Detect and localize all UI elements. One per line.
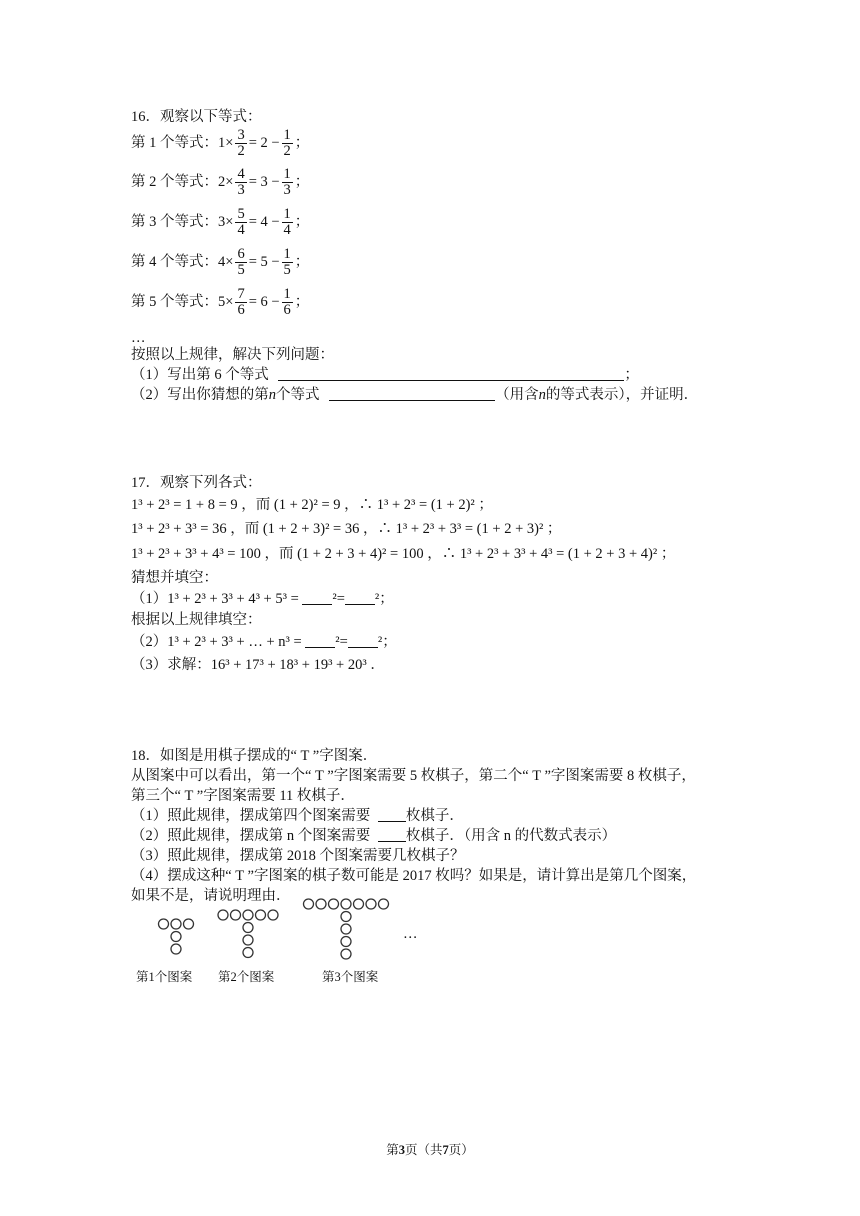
q18-part1 [131, 807, 464, 825]
fraction-numerator: 5 [237, 206, 245, 223]
fraction [282, 128, 293, 159]
equation-label: 第 2 个等式： [131, 174, 218, 190]
chess-piece [231, 910, 241, 920]
equation-label: 第 1 个等式： [131, 135, 218, 151]
figure-label-2: 第2个图案 [218, 970, 275, 984]
fraction [235, 247, 246, 278]
q16-part2-text-b: 个等式 [276, 387, 320, 403]
fraction [282, 207, 293, 238]
chess-piece [184, 919, 194, 929]
chess-piece [256, 910, 266, 920]
q18-part4-line2: 如果不是，请说明理由． [131, 888, 291, 904]
q18-part2-end: 枚棋子．（用含 n 的代数式表示） [405, 828, 617, 844]
q16-part2-var-n: n [268, 387, 276, 403]
fraction-denominator: 2 [237, 143, 245, 160]
q16-part2-text-e: 的等式表示），并证明． [545, 387, 699, 403]
q16-part2-text-a: （2）写出你猜想的第 [131, 387, 269, 403]
chess-piece [243, 923, 253, 933]
equation-middle: = 2 − [248, 135, 280, 151]
figure-ellipsis: … [403, 926, 418, 942]
q16-part1-end: ； [624, 367, 639, 383]
chess-piece [354, 899, 364, 909]
q16-rule-line: 按照以上规律，解决下列问题： [131, 347, 334, 363]
q17-part2-blank-a[interactable] [305, 633, 335, 648]
q16-part2-var-n2: n [538, 387, 546, 403]
equation-middle: = 6 − [248, 294, 280, 310]
chess-piece [366, 899, 376, 909]
chess-piece [379, 899, 389, 909]
q17-heading: 17．观察下列各式： [131, 475, 262, 491]
equation-middle: = 5 − [248, 254, 280, 270]
equation-end: ； [294, 254, 310, 270]
figure-label-1: 第1个图案 [136, 970, 193, 984]
footer-post: 页） [448, 1143, 474, 1157]
q17-line2: 1³ + 2³ + 3³ = 36 ，而 (1 + 2 + 3)² = 36 ，∴ 1³ + 2³ + 3³ = (1 + 2 + 3)² ； [131, 521, 562, 537]
q17-part2-sq-a: ² [335, 634, 340, 650]
q17-part1-end: ； [379, 591, 394, 607]
q18-part1-blank[interactable] [378, 807, 406, 822]
fraction-denominator: 4 [283, 222, 291, 239]
q18-part1-text: （1）照此规律，摆成第四个图案需要 [131, 808, 371, 824]
chess-piece [243, 935, 253, 945]
q18-part2-blank[interactable] [378, 827, 406, 842]
q18-line1: 从图案中可以看出，第一个“ T ”字图案需要 5 枚棋子，第二个“ T ”字图案需要 8 枚棋子， [131, 768, 696, 784]
q18-heading: 18．如图是用棋子摆成的“ T ”字图案． [131, 748, 378, 764]
chess-piece [341, 949, 351, 959]
equation-label: 第 3 个等式： [131, 214, 218, 230]
equation-middle: = 3 − [248, 174, 280, 190]
footer-mid: 页（共 [404, 1143, 443, 1157]
equation-end: ； [294, 135, 310, 151]
q17-part3: （3）求解：16³ + 17³ + 18³ + 19³ + 20³ ． [131, 657, 385, 673]
q16-ellipsis: … [131, 330, 146, 346]
q16-part1-blank[interactable] [278, 366, 624, 381]
q17-line3: 1³ + 2³ + 3³ + 4³ = 100 ，而 (1 + 2 + 3 + 4)² = 100 ，∴ 1³ + 2³ + 3³ + 4³ = (1 + 2 + 3 + 4)² ； [131, 546, 676, 562]
equation-factor: 5× [218, 294, 234, 310]
chess-piece [341, 912, 351, 922]
fraction-numerator: 6 [237, 246, 245, 263]
chess-piece [341, 924, 351, 934]
q17-part1-sq-b: ² [374, 591, 380, 607]
fraction-numerator: 1 [283, 246, 291, 263]
fraction-numerator: 3 [237, 127, 245, 144]
chess-piece [171, 932, 181, 942]
fraction-denominator: 6 [283, 302, 291, 319]
equation-end: ； [294, 214, 310, 230]
equation-factor: 3× [218, 214, 234, 230]
t-pattern-figure [0, 890, 860, 990]
chess-piece [341, 899, 351, 909]
chess-piece [171, 944, 181, 954]
q17-fill-line: 根据以上规律填空： [131, 612, 262, 628]
q18-part3: （3）照此规律，摆成第 2018 个图案需要几枚棋子？ [131, 848, 465, 864]
equation-end: ； [294, 174, 310, 190]
footer-pre: 第 [386, 1143, 399, 1157]
footer-page-number: 3 [398, 1143, 405, 1157]
q16-part2-blank[interactable] [329, 386, 495, 401]
q17-part1-sq-a: ² [332, 591, 337, 607]
q18-line2: 第三个“ T ”字图案需要 11 枚棋子． [131, 788, 355, 804]
chess-piece [171, 919, 181, 929]
q18-part2-text: （2）照此规律，摆成第 n 个图案需要 [131, 828, 371, 844]
fraction-denominator: 5 [237, 262, 245, 279]
q17-part1-eq: = [336, 591, 345, 607]
q16-equation-row [131, 285, 309, 319]
q17-part2-eq: = [339, 634, 348, 650]
fraction [235, 207, 246, 238]
figure-label-3: 第3个图案 [322, 970, 379, 984]
q16-heading: 16．观察以下等式： [131, 109, 262, 125]
q16-part1-text: （1）写出第 6 个等式 [131, 367, 269, 383]
chess-piece [329, 899, 339, 909]
q18-part1-end: 枚棋子． [405, 808, 464, 824]
q17-part2-end: ； [382, 634, 397, 650]
fraction [235, 128, 246, 159]
q16-part1 [131, 366, 639, 384]
q17-part1-text: （1）1³ + 2³ + 3³ + 4³ + 5³ = [131, 591, 299, 607]
fraction [282, 247, 293, 278]
chess-piece [268, 910, 278, 920]
fraction-denominator: 4 [237, 222, 245, 239]
page-footer [0, 1140, 860, 1158]
equation-middle: = 4 − [248, 214, 280, 230]
fraction [282, 167, 293, 198]
footer-total-pages: 7 [442, 1143, 449, 1157]
q17-part2 [131, 633, 397, 651]
equation-factor: 1× [218, 135, 234, 151]
chess-piece [243, 910, 253, 920]
q16-equation-row [131, 205, 309, 239]
fraction [235, 287, 246, 318]
fraction-numerator: 1 [283, 286, 291, 303]
q17-part2-text: （2）1³ + 2³ + 3³ + … + n³ = [131, 634, 302, 650]
fraction-numerator: 7 [237, 286, 245, 303]
q16-equation-row [131, 126, 309, 160]
q17-part1-blank-a[interactable] [302, 590, 332, 605]
chess-piece [341, 937, 351, 947]
fraction-numerator: 1 [283, 166, 291, 183]
q16-part2 [131, 386, 698, 404]
q17-part2-blank-b[interactable] [348, 633, 378, 648]
q17-part2-sq-b: ² [377, 634, 383, 650]
equation-factor: 4× [218, 254, 234, 270]
equation-label: 第 4 个等式： [131, 254, 218, 270]
q17-line1: 1³ + 2³ = 1 + 8 = 9 ，而 (1 + 2)² = 9 ，∴ 1³ + 2³ = (1 + 2)² ； [131, 497, 493, 513]
chess-piece [304, 899, 314, 909]
chess-piece [316, 899, 326, 909]
equation-end: ； [294, 294, 310, 310]
q17-part1-blank-b[interactable] [345, 590, 375, 605]
fraction-denominator: 6 [237, 302, 245, 319]
fraction-denominator: 5 [283, 262, 291, 279]
q16-part2-text-c: （用含 [495, 387, 539, 403]
chess-piece [159, 919, 169, 929]
equation-label: 第 5 个等式： [131, 294, 218, 310]
fraction-numerator: 1 [283, 127, 291, 144]
fraction-numerator: 1 [283, 206, 291, 223]
q18-part2 [131, 827, 616, 845]
chess-piece [243, 948, 253, 958]
q17-guess-line: 猜想并填空： [131, 570, 218, 586]
equation-factor: 2× [218, 174, 234, 190]
chess-piece [218, 910, 228, 920]
q18-part4-line1: （4）摆成这种“ T ”字图案的棋子数可能是 2017 枚吗？如果是，请计算出是第几个图案， [131, 868, 697, 884]
fraction-denominator: 2 [283, 143, 291, 160]
fraction [282, 287, 293, 318]
fraction-numerator: 4 [237, 166, 245, 183]
q17-part1 [131, 590, 394, 608]
q16-equation-row [131, 165, 309, 199]
fraction [235, 167, 246, 198]
fraction-denominator: 3 [237, 182, 245, 199]
fraction-denominator: 3 [283, 182, 291, 199]
q16-equation-row [131, 245, 309, 279]
